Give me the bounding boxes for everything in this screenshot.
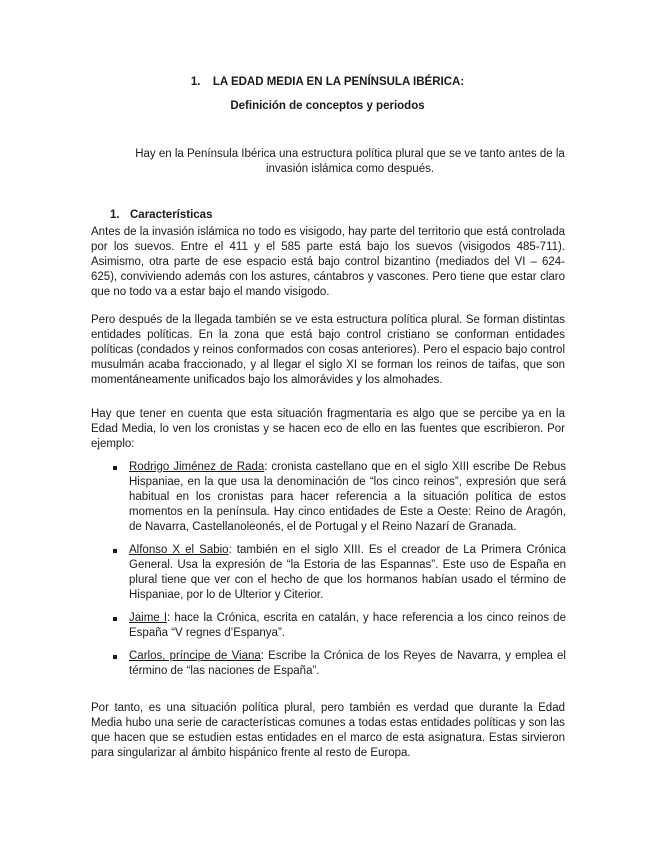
paragraph-2: Pero después de la llegada también se ve esta estructura política plural. Se forman distintas entidades políticas. En la zona que está bajo control cristiano se conforman entidades políticas (condados y reinos conformados con cosas anteriores). Pero el espacio bajo control musulmán acaba fraccionado, y al llegar el siglo XI se forman los reinos de taifas, que son momentáneamente unificados bajo los almorávides y los almohades. [91,314,565,386]
chronicler-name: Jaime I [129,612,168,624]
list-item [108,611,566,641]
chroniclers-list [108,460,566,687]
bullet-icon [113,617,117,621]
chronicler-description: : hace la Crónica, escrita en catalán, y hace referencia a los cinco reinos de España “V regnes d’Espanya”. [129,612,566,639]
paragraph-3: Hay que tener en cuenta que esta situación fragmentaria es algo que se percibe ya en la Edad Media, lo ven los cronistas y se hacen eco de ello en las fuentes que escribieron. Por ejemplo: [91,408,565,450]
document-title [0,75,655,90]
chronicler-description: : Escribe la Crónica de los Reyes de Navarra, y emplea el término de “las naciones de España”. [129,650,566,677]
list-item [108,543,566,603]
paragraph-1: Antes de la invasión islámica no todo es visigodo, hay parte del territorio que está controlada por los suevos. Entre el 411 y el 585 parte está bajo los suevos (visigodos 485-711). Asimismo, otra parte de ese espacio está bajo control bizantino (mediados del VI – 624-625), conviviendo además con los astures, cántabros y vascones. Pero tiene que estar claro que no todo va a estar bajo el mando visigodo. [91,226,565,298]
intro-paragraph: Hay en la Península Ibérica una estructura política plural que se ve tanto antes de la invasión islámica como después. [135,148,565,175]
section-title: Características [130,209,213,221]
title-text: LA EDAD MEDIA EN LA PENÍNSULA IBÉRICA: [212,76,465,88]
title-number: 1. [190,76,201,88]
section-heading [110,208,212,223]
paragraph-4: Por tanto, es una situación política plural, pero también es verdad que durante la Edad Media hubo una serie de características comunes a todas estas entidades políticas y son las que hacen que se estudien estas entidades en el marco de esta asignatura. Estas sirvieron para singularizar al ámbito hispánico frente al resto de Europa. [91,702,565,759]
bullet-icon [113,549,117,553]
chronicler-description: : también en el siglo XIII. Es el creador de La Primera Crónica General. Usa la expresión de “la Estoria de las Espannas”. Este uso de España en plural tiene que ver con el hecho de que los hormanos habían usado el término de Hispaniae, por lo de Ulterior y Citerior. [129,544,566,601]
chronicler-name: Carlos, príncipe de Viana [129,650,261,662]
document-subtitle: Definición de conceptos y periodos [230,100,425,112]
chronicler-name: Alfonso X el Sabio [129,544,229,556]
bullet-icon [113,655,117,659]
chronicler-description: : cronista castellano que en el siglo XIII escribe De Rebus Hispaniae, en la que usa la denominación de “los cinco reinos”, expresión que será habitual en los cronistas para hacer referencia a la situación política de estos momentos en la península. Hay cinco entidades de Este a Oeste: Reino de Aragón, de Navarra, Castellanoleonés, el de Portugal y el Reino Nazarí de Granada. [129,461,566,533]
list-item [108,649,566,679]
bullet-icon [113,466,117,470]
section-number: 1. [110,209,120,221]
chronicler-name: Rodrigo Jiménez de Rada [129,461,265,473]
list-item [108,460,566,535]
